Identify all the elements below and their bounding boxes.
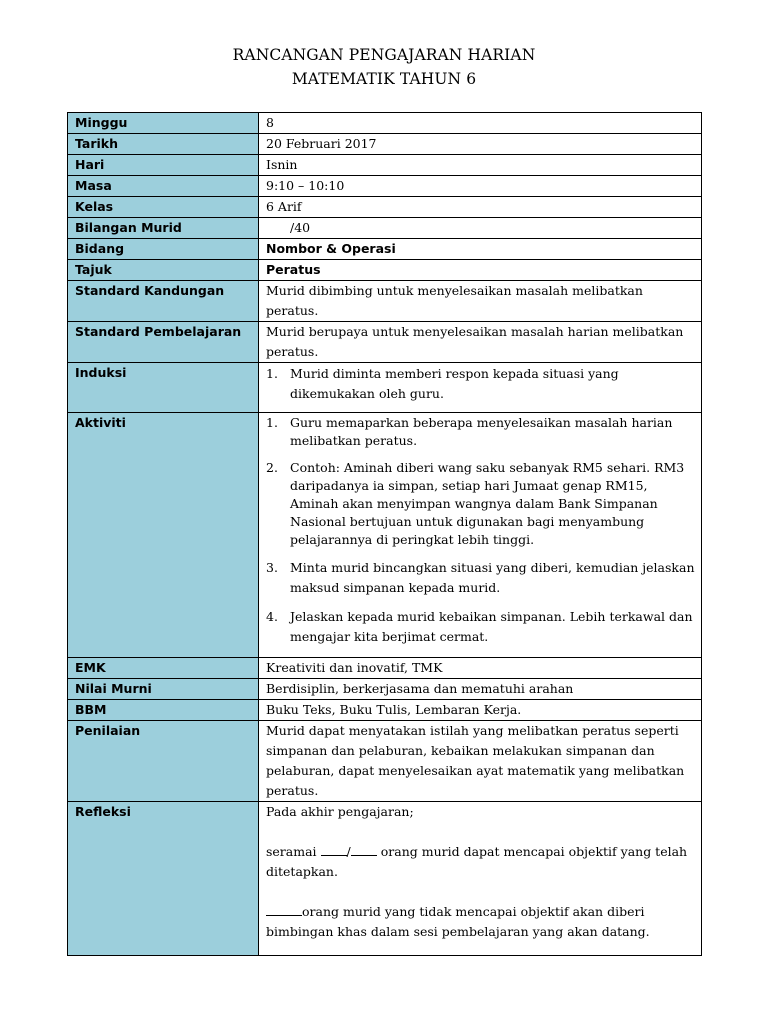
row-standard-kandungan — [68, 281, 702, 322]
label-minggu: Minggu — [68, 113, 259, 134]
fill-in-blank — [351, 843, 377, 856]
value-bilangan-murid — [259, 218, 702, 239]
list-spacer — [266, 450, 697, 459]
aktiviti-item-number: 2. — [266, 460, 278, 475]
lesson-plan-table — [67, 112, 702, 956]
row-masa — [68, 176, 702, 197]
refleksi-line-2 — [266, 842, 697, 882]
row-kelas — [68, 197, 702, 218]
label-aktiviti: Aktiviti — [68, 413, 259, 658]
row-bbm — [68, 700, 702, 721]
row-bidang — [68, 239, 702, 260]
induksi-item-number: 1. — [266, 366, 278, 381]
label-penilaian: Penilaian — [68, 721, 259, 802]
label-standard-kandungan: Standard Kandungan — [68, 281, 259, 322]
label-bilangan-murid: Bilangan Murid — [68, 218, 259, 239]
refleksi-slash: / — [346, 844, 351, 859]
value-refleksi — [259, 802, 702, 956]
value-bbm: Buku Teks, Buku Tulis, Lembaran Kerja. — [259, 700, 702, 721]
fill-in-blank — [321, 843, 347, 856]
induksi-list — [266, 364, 697, 404]
row-standard-pembelajaran — [68, 322, 702, 363]
row-penilaian — [68, 721, 702, 802]
aktiviti-list — [266, 414, 697, 647]
label-nilai-murni: Nilai Murni — [68, 679, 259, 700]
label-masa: Masa — [68, 176, 259, 197]
value-hari: Isnin — [259, 155, 702, 176]
value-kelas: 6 Arif — [259, 197, 702, 218]
value-aktiviti — [259, 413, 702, 658]
value-penilaian: Murid dapat menyatakan istilah yang melibatkan peratus seperti simpanan dan pelaburan, kebaikan melakukan simpanan dan pelaburan, dapat menyelesaikan ayat matematik yang melibatkan peratus. — [259, 721, 702, 802]
row-refleksi — [68, 802, 702, 956]
label-induksi: Induksi — [68, 363, 259, 413]
list-spacer — [266, 598, 697, 607]
blank-line — [266, 822, 697, 842]
label-hari: Hari — [68, 155, 259, 176]
refleksi-line-1: Pada akhir pengajaran; — [266, 804, 414, 819]
row-nilai-murni — [68, 679, 702, 700]
aktiviti-item — [266, 459, 697, 549]
aktiviti-item-text: Minta murid bincangkan situasi yang diberi, kemudian jelaskan maksud simpanan kepada murid. — [290, 560, 695, 595]
row-hari — [68, 155, 702, 176]
aktiviti-item-number: 4. — [266, 609, 278, 624]
refleksi-line-2-text: orang murid dapat mencapai objektif yang telah ditetapkan. — [266, 844, 688, 879]
label-tarikh: Tarikh — [68, 134, 259, 155]
value-minggu: 8 — [259, 113, 702, 134]
document-title — [0, 43, 768, 91]
aktiviti-item — [266, 558, 697, 598]
induksi-item-text: Murid diminta memberi respon kepada situasi yang dikemukakan oleh guru. — [290, 366, 619, 401]
list-spacer — [266, 549, 697, 558]
value-nilai-murni: Berdisiplin, berkerjasama dan mematuhi arahan — [259, 679, 702, 700]
label-emk: EMK — [68, 658, 259, 679]
aktiviti-item-text: Guru memaparkan beberapa menyelesaikan masalah harian melibatkan peratus. — [290, 415, 673, 448]
value-masa: 9:10 – 10:10 — [259, 176, 702, 197]
title-line-2: MATEMATIK TAHUN 6 — [291, 70, 477, 88]
row-induksi — [68, 363, 702, 413]
aktiviti-item-number: 3. — [266, 560, 278, 575]
value-emk: Kreativiti dan inovatif, TMK — [259, 658, 702, 679]
value-bidang: Nombor & Operasi — [259, 239, 702, 260]
refleksi-seramai: seramai — [266, 844, 317, 859]
label-refleksi: Refleksi — [68, 802, 259, 956]
row-tajuk — [68, 260, 702, 281]
row-aktiviti — [68, 413, 702, 658]
value-tajuk: Peratus — [259, 260, 702, 281]
fill-in-blank — [266, 903, 302, 916]
row-tarikh — [68, 134, 702, 155]
title-line-1: RANCANGAN PENGAJARAN HARIAN — [232, 46, 536, 64]
value-induksi — [259, 363, 702, 413]
value-standard-kandungan: Murid dibimbing untuk menyelesaikan masalah melibatkan peratus. — [259, 281, 702, 322]
label-tajuk: Tajuk — [68, 260, 259, 281]
aktiviti-item-text: Jelaskan kepada murid kebaikan simpanan. Lebih terkawal dan mengajar kita berjimat cermat. — [290, 609, 693, 644]
aktiviti-item — [266, 607, 697, 647]
student-count: /40 — [290, 220, 311, 235]
label-bbm: BBM — [68, 700, 259, 721]
refleksi-line-3-text: orang murid yang tidak mencapai objektif akan diberi bimbingan khas dalam sesi pembelajaran yang akan datang. — [266, 904, 650, 939]
aktiviti-item-text: Contoh: Aminah diberi wang saku sebanyak RM5 sehari. RM3 daripadanya ia simpan, setiap hari Jumaat genap RM15, Aminah akan menyimpan wangnya dalam Bank Simpanan Nasional bertujuan untuk digunakan bagi menyambung pelajarannya di peringkat lebih tinggi. — [290, 460, 685, 547]
induksi-item — [266, 364, 697, 404]
refleksi-line-3 — [266, 902, 697, 942]
value-standard-pembelajaran: Murid berupaya untuk menyelesaikan masalah harian melibatkan peratus. — [259, 322, 702, 363]
row-bilangan-murid — [68, 218, 702, 239]
label-bidang: Bidang — [68, 239, 259, 260]
value-tarikh: 20 Februari 2017 — [259, 134, 702, 155]
row-minggu — [68, 113, 702, 134]
label-standard-pembelajaran: Standard Pembelajaran — [68, 322, 259, 363]
label-kelas: Kelas — [68, 197, 259, 218]
row-emk — [68, 658, 702, 679]
blank-line — [266, 882, 697, 902]
aktiviti-item-number: 1. — [266, 415, 278, 430]
aktiviti-item — [266, 414, 697, 450]
